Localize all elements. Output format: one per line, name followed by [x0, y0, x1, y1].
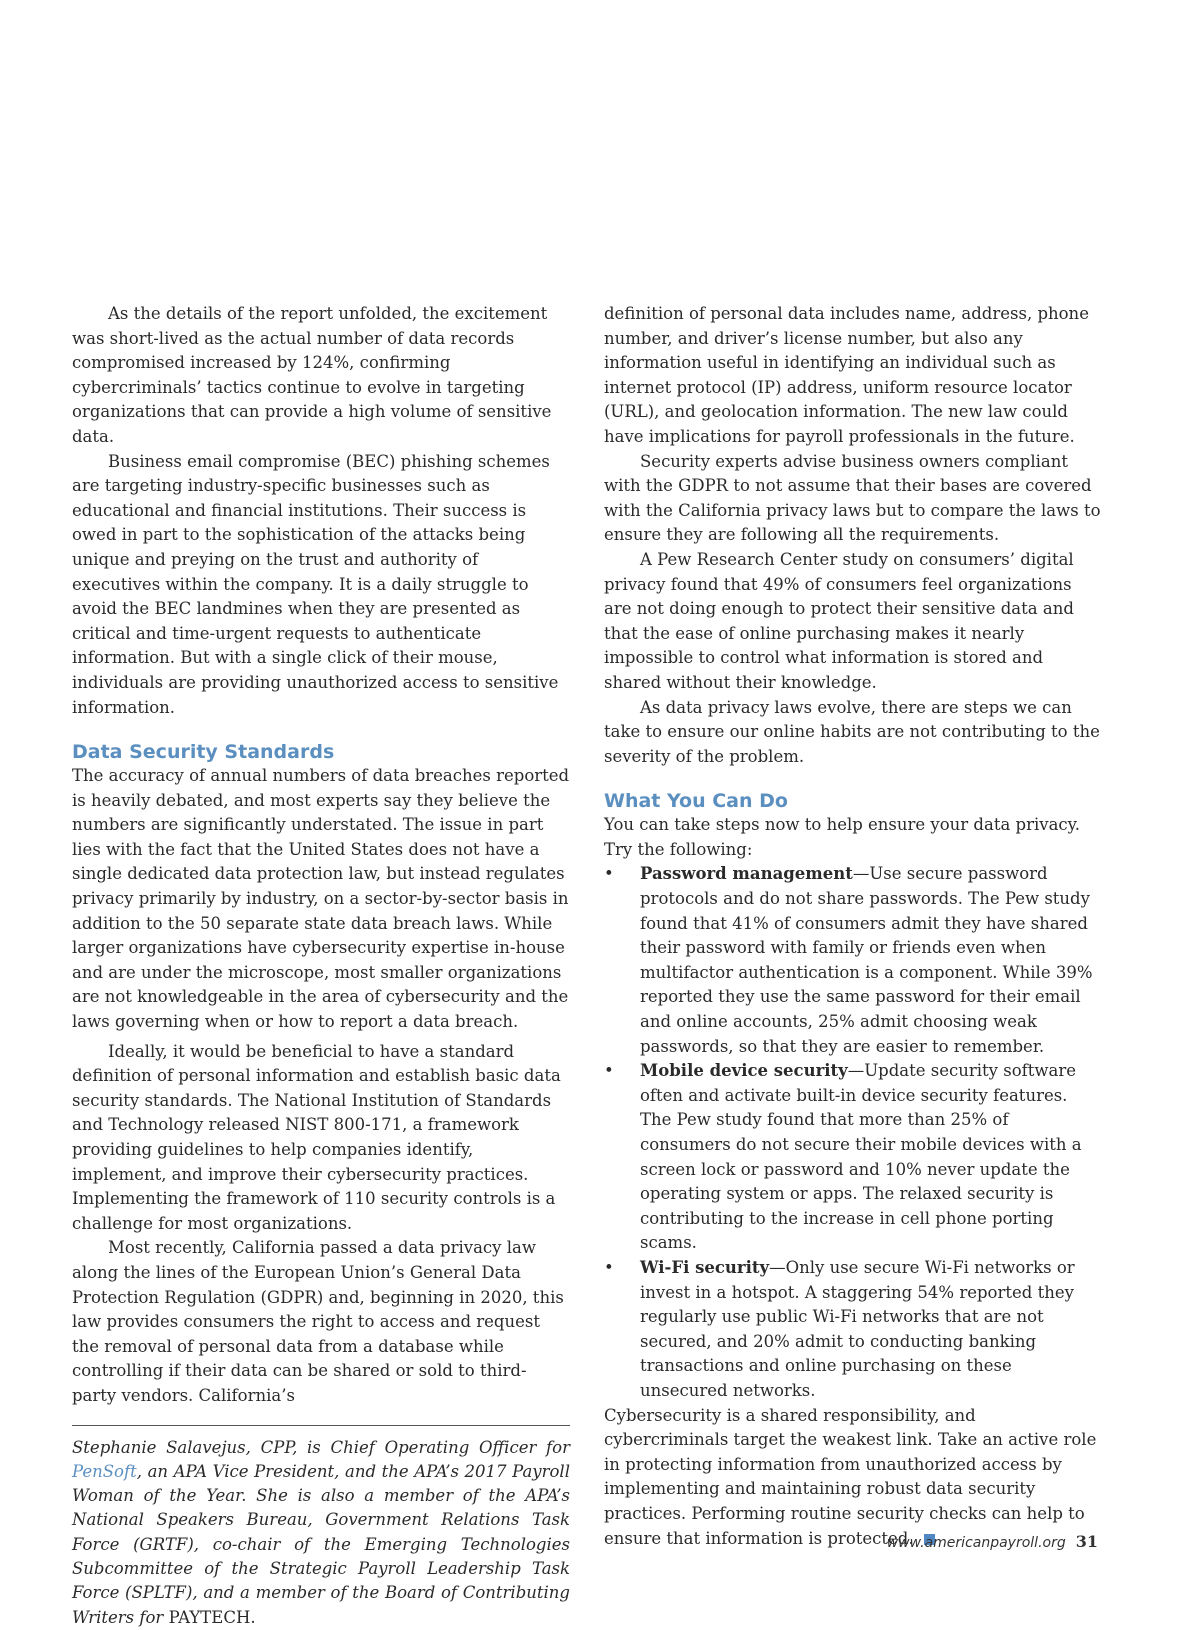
bullet-icon: •: [604, 1061, 614, 1081]
footer-url[interactable]: www.americanpayroll.org: [886, 1535, 1066, 1551]
list-item-text: —Update security software often and activate built-in device security features. The Pew study found that more than 25% of consumers do not secure their mobile devices with a screen lock or password and 10% never update the operating system or apps. The relaxed security is contributing to the increase in cell phone porting scams.: [640, 1061, 1082, 1253]
body-paragraph: You can take steps now to help ensure your data privacy. Try the following:: [604, 815, 1081, 859]
body-paragraph: Security experts advise business owners compliant with the GDPR to not assume that their bases are covered with the California privacy laws but to compare the laws to ensure they are following all the requirements.: [604, 451, 1101, 545]
publication-name: PAYTECH.: [168, 1607, 256, 1627]
page-number: 31: [1075, 1532, 1098, 1551]
body-paragraph: The accuracy of annual numbers of data breaches reported is heavily debated, and most experts say they believe the numbers are significantly understated. The issue in part lies with the fact that the United States does not have a single dedicated data protection law, but instead regulates privacy primarily by industry, on a sector-by-sector basis in addition to the 50 separate state data breach laws. While larger organizations have cybersecurity expertise in-house and are under the microscope, most smaller organizations are not knowledgeable in the area of cybersecurity and the laws governing when or how to report a data breach.: [72, 766, 570, 1032]
body-paragraph: As the details of the report unfolded, the excitement was short-lived as the actual number of data records compromised increased by 124%, confirming cybercriminals’ tactics continue to evolve in targeting organizations that can provide a high volume of sensitive data.: [72, 304, 552, 446]
body-paragraph: As data privacy laws evolve, there are steps we can take to ensure our online habits are not contributing to the severity of the problem.: [604, 697, 1100, 766]
list-item-text: —Use secure password protocols and do not share passwords. The Pew study found that 41% of consumers admit they have shared their password with family or friends even when multifactor authentication is a component. While 39% reported they use the same password for their email and online accounts, 25% admit choosing weak passwords, so that they are easier to remember.: [640, 864, 1093, 1056]
closing-text: Cybersecurity is a shared responsibility, and cybercriminals target the weakest link. Take an active role in protecting information from unauthorized access by implementing and maintaining robust data security practices. Performing routine security checks can help to ensure that information is protected.: [604, 1405, 1097, 1548]
list-item-term: Wi-Fi security: [640, 1257, 770, 1277]
bio-divider: [72, 1425, 570, 1426]
closing-paragraph: [604, 1404, 1104, 1552]
body-paragraph: Business email compromise (BEC) phishing schemes are targeting industry-specific businesses such as educational and financial institutions. Their success is owed in part to the sophistication of the attacks being unique and preying on the trust and authority of executives within the company. It is a daily struggle to avoid the BEC landmines when they are presented as critical and time-urgent requests to authenticate information. But with a single click of their mouse, individuals are providing unauthorized access to sensitive information.: [72, 451, 559, 717]
body-paragraph: Most recently, California passed a data privacy law along the lines of the European Union’s General Data Protection Regulation (GDPR) and, beginning in 2020, this law provides consumers the right to access and request the removal of personal data from a database while controlling if their data can be shared or sold to third-party vendors. California’s: [72, 1238, 564, 1405]
bio-text: , an APA Vice President, and the APA’s 2017 Payroll Woman of the Year. She is also a member of the APA’s National Speakers Bureau, Government Relations Task Force (GRTF), co-chair of the Emerging Technologies Subcommittee of the Strategic Payroll Leadership Task Force (SPLTF), and a member of the Board of Contributing Writers for: [72, 1461, 570, 1627]
section-heading-data-security: Data Security Standards: [72, 741, 335, 764]
bullet-icon: •: [604, 1257, 614, 1277]
body-paragraph: definition of personal data includes name, address, phone number, and driver’s license number, but also any information useful in identifying an individual such as internet protocol (IP) address, uniform resource locator (URL), and geolocation information. The new law could have implications for payroll professionals in the future.: [604, 304, 1089, 446]
list-item-text: —Only use secure Wi-Fi networks or invest in a hotspot. A staggering 54% reported they regularly use public Wi-Fi networks that are not secured, and 20% admit to conducting banking transactions and online purchasing on these unsecured networks.: [640, 1257, 1075, 1400]
author-bio: [72, 1436, 570, 1630]
page-footer: [887, 1532, 1098, 1551]
body-paragraph: Ideally, it would be beneficial to have a standard definition of personal information and establish basic data security standards. The National Institution of Standards and Technology released NIST 800-171, a framework providing guidelines to help companies identify, implement, and improve their cybersecurity practices. Implementing the framework of 110 security controls is a challenge for most organizations.: [72, 1041, 561, 1233]
list-item-term: Password management: [640, 864, 853, 884]
list-item: [604, 1256, 1104, 1404]
list-item-term: Mobile device security: [640, 1061, 848, 1081]
tips-list: [604, 862, 1104, 1403]
right-column: [604, 302, 1104, 1551]
list-item: [604, 1059, 1104, 1256]
body-paragraph: A Pew Research Center study on consumers’ digital privacy found that 49% of consumers feel organizations are not doing enough to protect their sensitive data and that the ease of online purchasing makes it nearly impossible to control what information is stored and shared without their knowledge.: [604, 549, 1074, 692]
pensoft-link[interactable]: PenSoft: [72, 1461, 137, 1481]
bullet-icon: •: [604, 864, 614, 884]
list-item: [604, 862, 1104, 1059]
section-heading-what-you-can-do: What You Can Do: [604, 790, 788, 813]
bio-text: Stephanie Salavejus, CPP, is Chief Operating Officer for: [72, 1437, 570, 1457]
left-column: [72, 302, 570, 1630]
